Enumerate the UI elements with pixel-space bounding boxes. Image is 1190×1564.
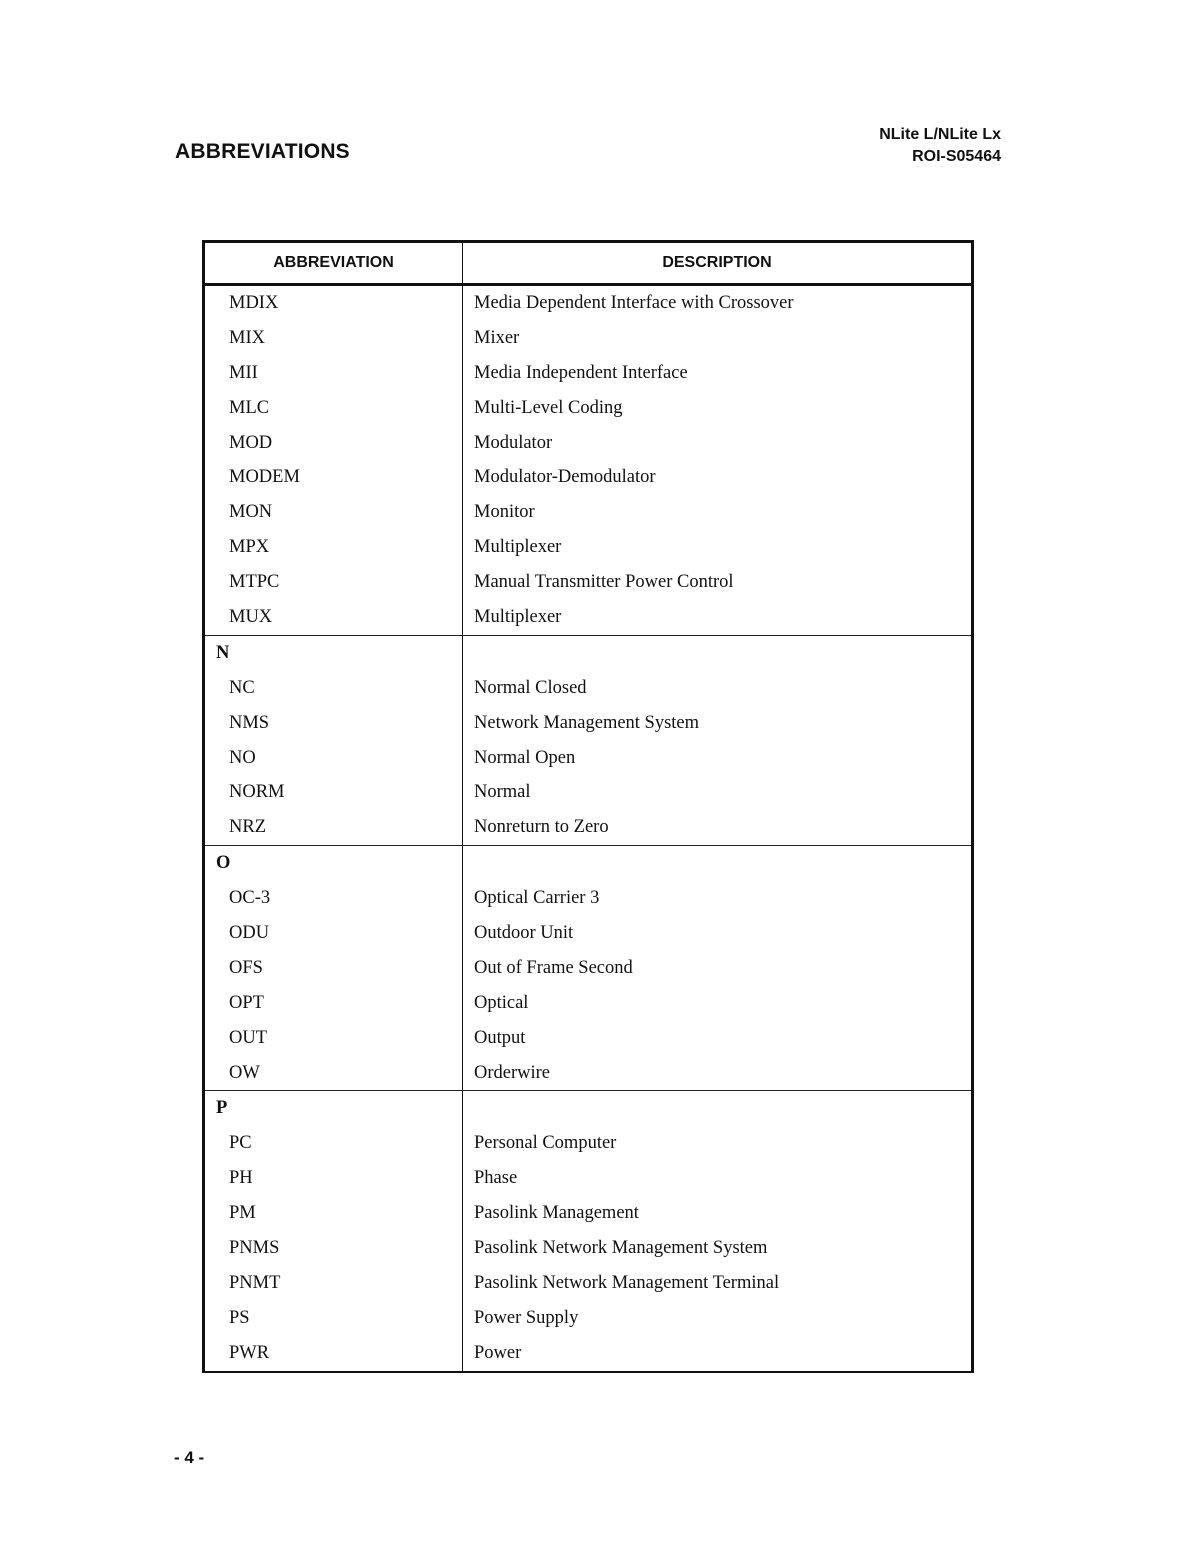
table-row bbox=[204, 356, 973, 391]
abbreviations-table bbox=[202, 240, 974, 1373]
table-row bbox=[204, 671, 973, 706]
abbreviation-cell: OFS bbox=[204, 951, 463, 986]
abbreviation-cell: PWR bbox=[204, 1336, 463, 1372]
table-row bbox=[204, 1126, 973, 1161]
abbreviation-cell: OPT bbox=[204, 986, 463, 1021]
table-row bbox=[204, 495, 973, 530]
abbreviation-cell: MLC bbox=[204, 391, 463, 426]
abbreviation-cell: NMS bbox=[204, 706, 463, 741]
table-row bbox=[204, 916, 973, 951]
abbreviation-cell: MPX bbox=[204, 530, 463, 565]
table-row bbox=[204, 951, 973, 986]
table-row bbox=[204, 986, 973, 1021]
document-identifier bbox=[879, 124, 1001, 168]
description-cell: Modulator bbox=[474, 432, 553, 453]
table-row bbox=[204, 285, 973, 321]
description-cell: Normal bbox=[474, 782, 531, 803]
table-row bbox=[204, 460, 973, 495]
description-cell: Orderwire bbox=[463, 1056, 973, 1091]
description-cell: Network Management System bbox=[474, 712, 700, 733]
description-cell: Phase bbox=[474, 1168, 518, 1189]
abbreviation-cell: PNMT bbox=[204, 1266, 463, 1301]
table-row bbox=[204, 1196, 973, 1231]
description-cell: Output bbox=[474, 1027, 526, 1048]
column-header-abbreviation: ABBREVIATION bbox=[204, 242, 463, 285]
empty-cell bbox=[463, 846, 973, 881]
abbreviation-cell: OUT bbox=[204, 1021, 463, 1056]
description-cell: Pasolink Network Management System bbox=[474, 1237, 768, 1258]
description-cell: Normal Open bbox=[474, 747, 576, 768]
section-letter: P bbox=[204, 1091, 463, 1126]
page-number: - 4 - bbox=[174, 1448, 205, 1467]
table-row bbox=[204, 1056, 973, 1091]
page-title: ABBREVIATIONS bbox=[175, 140, 350, 163]
table-row bbox=[204, 565, 973, 600]
abbreviation-cell: ODU bbox=[204, 916, 463, 951]
empty-cell bbox=[463, 1091, 973, 1126]
abbreviation-cell: OC-3 bbox=[204, 881, 463, 916]
description-cell: Pasolink Management bbox=[474, 1203, 639, 1224]
section-letter-row bbox=[204, 846, 973, 881]
abbreviation-cell: MOD bbox=[204, 426, 463, 461]
table-row bbox=[204, 1231, 973, 1266]
table-row bbox=[204, 321, 973, 356]
table-row bbox=[204, 1301, 973, 1336]
description-cell: Multi-Level Coding bbox=[474, 397, 623, 418]
description-cell: Personal Computer bbox=[474, 1133, 617, 1154]
table-row bbox=[204, 530, 973, 565]
abbreviation-cell: NRZ bbox=[204, 810, 463, 845]
description-cell: Manual Transmitter Power Control bbox=[474, 572, 734, 593]
table-row bbox=[204, 1266, 973, 1301]
description-cell: Out of Frame Second bbox=[474, 957, 633, 978]
table-body bbox=[204, 285, 973, 1372]
abbreviation-cell: MIX bbox=[204, 321, 463, 356]
abbreviation-cell: NC bbox=[204, 671, 463, 706]
description-cell: Nonreturn to Zero bbox=[463, 810, 973, 845]
abbreviation-cell: PNMS bbox=[204, 1231, 463, 1266]
abbreviation-cell: PH bbox=[204, 1161, 463, 1196]
empty-cell bbox=[463, 635, 973, 670]
description-cell: Media Independent Interface bbox=[474, 362, 688, 383]
abbreviation-cell: MII bbox=[204, 356, 463, 391]
section-letter-row bbox=[204, 1091, 973, 1126]
abbreviation-cell: PM bbox=[204, 1196, 463, 1231]
section-letter: O bbox=[204, 846, 463, 881]
description-cell: Media Dependent Interface with Crossover bbox=[474, 292, 794, 313]
product-name: NLite L/NLite Lx bbox=[879, 126, 1001, 143]
table-row bbox=[204, 881, 973, 916]
table-row bbox=[204, 775, 973, 810]
document-number: ROI-S05464 bbox=[912, 148, 1001, 165]
abbreviation-cell: MON bbox=[204, 495, 463, 530]
abbreviation-cell: NORM bbox=[204, 775, 463, 810]
table-row bbox=[204, 600, 973, 635]
table-row bbox=[204, 391, 973, 426]
description-cell: Optical Carrier 3 bbox=[474, 888, 600, 909]
description-cell: Monitor bbox=[474, 502, 535, 523]
section-letter-row bbox=[204, 635, 973, 670]
description-cell: Optical bbox=[474, 992, 529, 1013]
column-header-description: DESCRIPTION bbox=[463, 242, 973, 285]
abbreviation-cell: MUX bbox=[204, 600, 463, 635]
abbreviation-cell: OW bbox=[204, 1056, 463, 1091]
description-cell: Multiplexer bbox=[463, 600, 973, 635]
description-cell: Pasolink Network Management Terminal bbox=[474, 1272, 780, 1293]
abbreviation-cell: NO bbox=[204, 741, 463, 776]
table-row bbox=[204, 1021, 973, 1056]
abbreviation-cell: MODEM bbox=[204, 460, 463, 495]
table-row bbox=[204, 426, 973, 461]
description-cell: Normal Closed bbox=[474, 677, 587, 698]
table-row bbox=[204, 1161, 973, 1196]
table-row bbox=[204, 741, 973, 776]
abbreviation-cell: PC bbox=[204, 1126, 463, 1161]
description-cell: Multiplexer bbox=[474, 537, 562, 558]
abbreviation-cell: PS bbox=[204, 1301, 463, 1336]
table-header-row bbox=[204, 242, 973, 285]
description-cell: Power bbox=[474, 1342, 522, 1363]
abbreviation-cell: MTPC bbox=[204, 565, 463, 600]
abbreviation-cell: MDIX bbox=[204, 285, 463, 321]
description-cell: Modulator-Demodulator bbox=[474, 467, 656, 488]
section-letter: N bbox=[204, 635, 463, 670]
description-cell: Outdoor Unit bbox=[474, 922, 574, 943]
table-row bbox=[204, 810, 973, 845]
table-row bbox=[204, 1336, 973, 1372]
table-row bbox=[204, 706, 973, 741]
description-cell: Power Supply bbox=[474, 1307, 579, 1328]
description-cell: Mixer bbox=[474, 327, 520, 348]
